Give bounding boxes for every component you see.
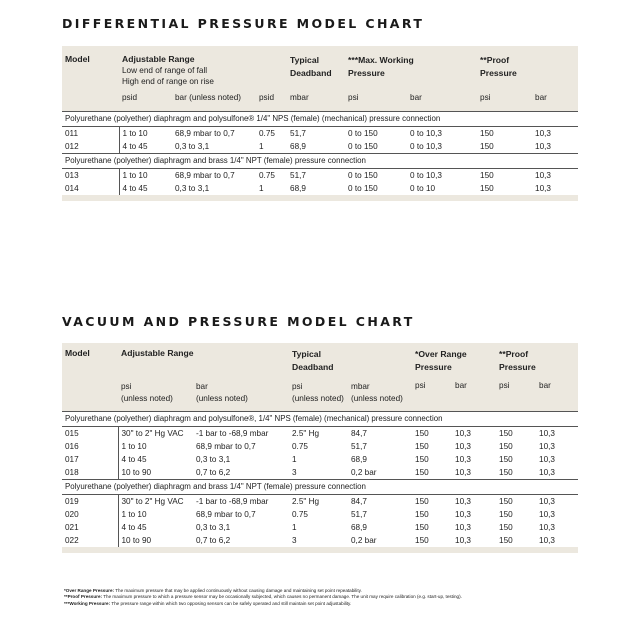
model-cell: 020: [62, 508, 118, 521]
working-bar-cell: 0 to 10,3: [410, 128, 442, 138]
proof-bar-cell: 10,3: [535, 183, 551, 193]
section-label: Polyurethane (polyether) diaphragm and brass 1/4" NPT (female) pressure connection: [62, 153, 578, 168]
table-row: [62, 494, 578, 508]
header-proof: **Proof: [480, 55, 510, 65]
proof-psi-cell: 150: [499, 428, 513, 438]
unit-cell: psi: [477, 87, 532, 111]
unit-cell: mbar: [287, 87, 345, 111]
range-psi-cell: 10 to 90: [121, 535, 152, 545]
unit-or-psi: psi: [412, 377, 452, 411]
deadband-mbar-cell: 51,7: [351, 441, 367, 451]
unit-db-psi: psi: [292, 382, 303, 391]
table-row: [62, 508, 578, 521]
footnote-text: The maximum pressure that may be applied continuously without causing damage and maintaining set point repeatability.: [114, 588, 362, 593]
differential-units-row: [62, 87, 578, 111]
differential-header-row: [62, 46, 578, 87]
deadband-mbar-cell: 51,7: [290, 170, 306, 180]
over-range-bar-cell: 10,3: [455, 535, 471, 545]
table-row: [62, 426, 578, 440]
deadband-psid-cell: 0.75: [259, 128, 275, 138]
proof-bar-cell: 10,3: [539, 454, 555, 464]
differential-chart-title: DIFFERENTIAL PRESSURE MODEL CHART: [62, 16, 425, 31]
differential-table: [62, 46, 578, 201]
deadband-psid-cell: 0.75: [259, 170, 275, 180]
working-bar-cell: 0 to 10,3: [407, 140, 477, 154]
working-bar-cell: 0 to 10,3: [410, 170, 442, 180]
over-range-psi-cell: 150: [415, 496, 429, 506]
over-range-bar-cell: 10,3: [455, 522, 471, 532]
over-range-psi-cell: 150: [415, 509, 429, 519]
header-max-working: ***Max. Working: [348, 55, 414, 65]
proof-psi-cell: 150: [480, 170, 494, 180]
over-range-bar-cell: 10,3: [455, 509, 471, 519]
footnote-text: The maximum pressure to which a pressure sensor may be occasionally subjected, which causes no permanent damage. The unit may require calibration (e.g. start-up, testing).: [102, 594, 462, 600]
header-pressure: Pressure: [348, 68, 385, 78]
over-range-psi-cell: 150: [412, 466, 452, 480]
proof-psi-cell: 150: [480, 183, 494, 193]
range-psi-cell: 1 to 10: [121, 509, 147, 519]
proof-bar-cell: 10,3: [539, 509, 555, 519]
model-cell: 013: [62, 168, 119, 182]
model-cell: 014: [62, 182, 119, 195]
deadband-mbar-cell: 51,7: [351, 509, 367, 519]
unit-pp-psi: psi: [496, 377, 536, 411]
working-psi-cell: 0 to 150: [348, 128, 378, 138]
header-typical: Typical: [290, 55, 320, 65]
over-range-psi-cell: 150: [415, 441, 429, 451]
header-over-range: *Over Range: [415, 349, 467, 359]
proof-bar-cell: 10,3: [539, 522, 555, 532]
unit-cell: psi: [345, 87, 407, 111]
unit-or-bar: bar: [452, 377, 496, 411]
proof-psi-cell: 150: [499, 454, 513, 464]
header-model: Model: [65, 348, 90, 358]
header-deadband: Deadband: [290, 68, 332, 78]
proof-psi-cell: 150: [477, 140, 532, 154]
range-bar-cell: 0,3 to 3,1: [196, 522, 231, 532]
range-bar-cell: 68,9 mbar to 0,7: [175, 170, 235, 180]
header-deadband: Deadband: [292, 362, 334, 372]
unit-cell: psid: [256, 87, 287, 111]
footnote-working: [64, 601, 584, 607]
deadband-psi-cell: 3: [289, 466, 348, 480]
deadband-mbar-cell: 68,9: [351, 522, 367, 532]
working-bar-cell: 0 to 10: [410, 183, 436, 193]
proof-bar-cell: 10,3: [535, 170, 551, 180]
unit-pp-bar: bar: [536, 377, 578, 411]
proof-bar-cell: 10,3: [539, 496, 555, 506]
unit-db-psi-sub: (unless noted): [292, 394, 344, 403]
over-range-psi-cell: 150: [415, 454, 429, 464]
model-cell: 012: [62, 140, 119, 154]
model-cell: 021: [62, 521, 118, 534]
header-low-end: Low end of range of fall: [122, 66, 208, 75]
footnote-term: ***Working Pressure:: [64, 600, 111, 606]
range-bar-cell: 0,3 to 3,1: [196, 454, 231, 464]
header-adjustable-range: Adjustable Range: [121, 348, 194, 358]
range-bar-cell: 0,7 to 6,2: [196, 535, 231, 545]
header-pressure: Pressure: [415, 362, 452, 372]
range-psi-cell: 10 to 90: [118, 466, 193, 480]
range-psi-cell: 4 to 45: [121, 522, 147, 532]
header-model: Model: [65, 54, 90, 64]
over-range-bar-cell: 10,3: [452, 466, 496, 480]
range-bar-cell: 68,9 mbar to 0,7: [196, 441, 256, 451]
range-bar-cell: 68,9 mbar to 0,7: [175, 128, 235, 138]
range-psi-cell: 30" to 2" Hg VAC: [121, 428, 184, 438]
range-psi-cell: 4 to 45: [121, 454, 147, 464]
range-bar-cell: -1 bar to -68,9 mbar: [196, 496, 269, 506]
vacuum-chart-title: VACUUM AND PRESSURE MODEL CHART: [62, 314, 415, 329]
section-label: Polyurethane (polyether) diaphragm and polysulfone®, 1/4" NPS (female) (mechanical) pressure connection: [62, 411, 578, 426]
proof-psi-cell: 150: [499, 522, 513, 532]
over-range-psi-cell: 150: [415, 522, 429, 532]
deadband-mbar-cell: 0,2 bar: [351, 535, 377, 545]
header-proof: **Proof: [499, 349, 529, 359]
unit-cell: bar: [407, 87, 477, 111]
table-row: [62, 168, 578, 182]
deadband-psi-cell: 1: [292, 454, 297, 464]
proof-bar-cell: 10,3: [536, 466, 578, 480]
table-row: [62, 440, 578, 453]
proof-psi-cell: 150: [499, 509, 513, 519]
unit-db-mbar-sub: (unless noted): [351, 394, 403, 403]
proof-psi-cell: 150: [499, 441, 513, 451]
proof-psi-cell: 150: [499, 496, 513, 506]
range-psid-cell: 1 to 10: [122, 170, 148, 180]
model-cell: 016: [62, 440, 118, 453]
model-cell: 022: [62, 534, 118, 547]
deadband-psi-cell: 0.75: [292, 441, 308, 451]
unit-psi: psi: [121, 382, 132, 391]
unit-bar-sub: (unless noted): [196, 394, 248, 403]
table-row: [62, 534, 578, 547]
model-cell: 018: [62, 466, 118, 480]
deadband-psi-cell: 2.5" Hg: [292, 496, 320, 506]
over-range-psi-cell: 150: [415, 535, 429, 545]
header-high-end: High end of range on rise: [122, 77, 214, 86]
range-psid-cell: 4 to 45: [119, 140, 172, 154]
section-label: Polyurethane (polyether) diaphragm and polysulfone® 1/4" NPS (female) (mechanical) pressure connection: [62, 111, 578, 126]
section-label: Polyurethane (polyether) diaphragm and brass 1/4" NPT (female) pressure connection: [62, 479, 578, 494]
range-bar-cell: 0,3 to 3,1: [172, 140, 256, 154]
over-range-bar-cell: 10,3: [455, 454, 471, 464]
deadband-mbar-cell: 0,2 bar: [348, 466, 412, 480]
deadband-mbar-cell: 68,9: [287, 140, 345, 154]
footnote-term: **Proof Pressure:: [64, 594, 103, 600]
deadband-psid-cell: 1: [256, 140, 287, 154]
header-proof-pressure: Pressure: [480, 68, 517, 78]
range-psi-cell: 30" to 2" Hg VAC: [121, 496, 184, 506]
table-row: [62, 126, 578, 140]
deadband-mbar-cell: 84,7: [351, 496, 367, 506]
header-typical: Typical: [292, 349, 321, 359]
proof-psi-cell: 150: [496, 466, 536, 480]
header-adjustable-range: Adjustable Range: [122, 54, 195, 64]
over-range-bar-cell: 10,3: [455, 428, 471, 438]
deadband-psi-cell: 3: [292, 535, 297, 545]
footnotes: [64, 588, 584, 607]
range-bar-cell: 68,9 mbar to 0,7: [196, 509, 256, 519]
range-bar-cell: 0,7 to 6,2: [193, 466, 289, 480]
deadband-mbar-cell: 68,9: [351, 454, 367, 464]
range-bar-cell: -1 bar to -68,9 mbar: [196, 428, 269, 438]
table-row: [62, 466, 578, 480]
unit-db-mbar: mbar: [351, 382, 370, 391]
unit-cell: psid: [119, 87, 172, 111]
unit-psi-sub: (unless noted): [121, 394, 173, 403]
proof-psi-cell: 150: [499, 535, 513, 545]
model-cell: 011: [62, 126, 119, 140]
vacuum-units-row: [62, 377, 578, 411]
deadband-psi-cell: 0.75: [292, 509, 308, 519]
deadband-psi-cell: 1: [292, 522, 297, 532]
footnote-term: *Over Range Pressure:: [64, 588, 115, 593]
unit-cell: bar: [532, 87, 578, 111]
table-row: [62, 453, 578, 466]
footnote-text: The pressure range within which two opposing sensors can be safely operated and still maintain set point adjustability.: [110, 600, 352, 606]
range-bar-cell: 0,3 to 3,1: [175, 183, 210, 193]
working-psi-cell: 0 to 150: [348, 170, 378, 180]
model-cell: 017: [62, 453, 118, 466]
deadband-mbar-cell: 51,7: [290, 128, 306, 138]
vacuum-header-row: [62, 343, 578, 377]
range-psid-cell: 4 to 45: [122, 183, 148, 193]
proof-psi-cell: 150: [480, 128, 494, 138]
range-psi-cell: 1 to 10: [121, 441, 147, 451]
proof-bar-cell: 10,3: [535, 128, 551, 138]
unit-cell: bar (unless noted): [172, 87, 256, 111]
unit-bar: bar: [196, 382, 208, 391]
deadband-mbar-cell: 68,9: [290, 183, 306, 193]
working-psi-cell: 0 to 150: [345, 140, 407, 154]
vacuum-table: [62, 343, 578, 553]
over-range-bar-cell: 10,3: [455, 441, 471, 451]
deadband-psi-cell: 2.5" Hg: [292, 428, 320, 438]
deadband-mbar-cell: 84,7: [351, 428, 367, 438]
proof-bar-cell: 10,3: [539, 428, 555, 438]
working-psi-cell: 0 to 150: [348, 183, 378, 193]
table-row: [62, 521, 578, 534]
table-row: [62, 182, 578, 195]
proof-bar-cell: 10,3: [539, 535, 555, 545]
table-row: [62, 140, 578, 154]
over-range-bar-cell: 10,3: [455, 496, 471, 506]
range-psid-cell: 1 to 10: [122, 128, 148, 138]
over-range-psi-cell: 150: [415, 428, 429, 438]
proof-bar-cell: 10,3: [532, 140, 578, 154]
model-cell: 019: [62, 494, 118, 508]
header-proof-pressure: Pressure: [499, 362, 536, 372]
proof-bar-cell: 10,3: [539, 441, 555, 451]
deadband-psid-cell: 1: [259, 183, 264, 193]
model-cell: 015: [62, 426, 118, 440]
